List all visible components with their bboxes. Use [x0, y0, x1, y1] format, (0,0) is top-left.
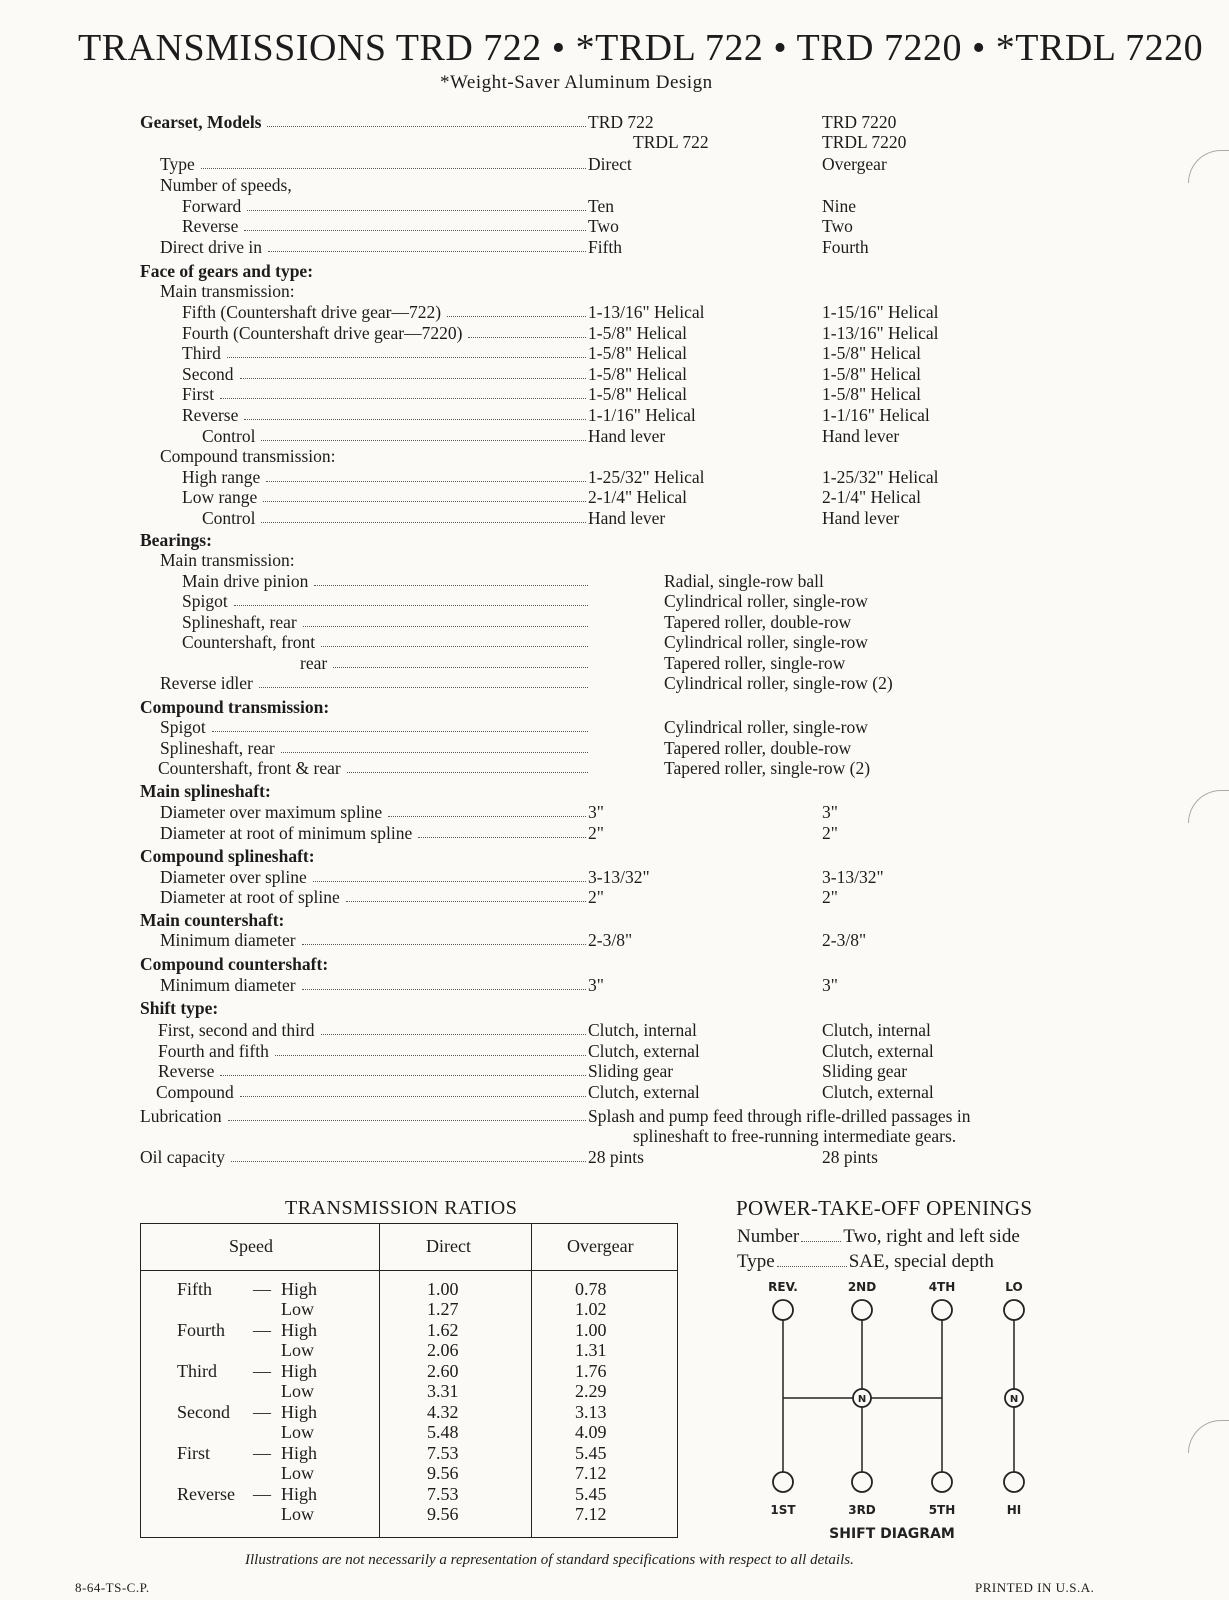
- spec-label: Compound: [156, 1082, 234, 1102]
- ratio-speed: Fifth: [177, 1279, 213, 1299]
- ratio-overgear: 5.45: [575, 1484, 607, 1504]
- shift-position-5th: [932, 1472, 952, 1492]
- leader-dots: [220, 398, 586, 399]
- ratio-overgear: 1.31: [575, 1340, 607, 1360]
- neutral-main-label: N: [857, 1394, 867, 1405]
- spec-value: Cylindrical roller, single-row: [664, 632, 868, 652]
- spec-value: Cylindrical roller, single-row: [664, 717, 868, 737]
- spec-value-col1: 1-5/8" Helical: [588, 384, 687, 404]
- ratio-range: Low: [281, 1504, 314, 1524]
- leader-dots: [234, 605, 588, 606]
- ratio-header-overgear: Overgear: [567, 1236, 634, 1256]
- leader-dots: [418, 837, 586, 838]
- shift-diagram-caption: SHIFT DIAGRAM: [829, 1526, 955, 1540]
- ratio-direct: 7.53: [427, 1484, 459, 1504]
- spec-value-col2: TRDL 7220: [822, 132, 907, 152]
- page-title: TRANSMISSIONS TRD 722 • *TRDL 722 • TRD 7220 • *TRDL 7220: [78, 27, 1204, 69]
- ratio-speed: Fourth: [177, 1320, 226, 1340]
- pto-number-value: Two, right and left side: [843, 1226, 1020, 1247]
- spec-label: Countershaft, front & rear: [158, 758, 341, 778]
- spec-value-col1: Clutch, external: [588, 1041, 700, 1061]
- ratio-dash: —: [253, 1320, 271, 1340]
- spec-label: Reverse: [182, 216, 239, 236]
- ratio-direct: 1.00: [427, 1279, 459, 1299]
- ratio-overgear: 5.45: [575, 1443, 607, 1463]
- spec-value: Cylindrical roller, single-row (2): [664, 673, 893, 693]
- leader-dots: [220, 1075, 586, 1076]
- shift-diagram: [740, 1270, 1040, 1540]
- leader-dots: [321, 1034, 586, 1035]
- spec-value-col1: splineshaft to free-running intermediate gears.: [633, 1126, 957, 1146]
- spec-label: Gearset, Models: [140, 112, 262, 132]
- leader-dots: [263, 501, 586, 502]
- spec-value-col1: Fifth: [588, 237, 623, 257]
- spec-label: rear: [300, 653, 328, 673]
- ratio-direct: 9.56: [427, 1463, 459, 1483]
- ratio-header-speed: Speed: [229, 1236, 273, 1256]
- spec-value-col2: 3-13/32": [822, 867, 884, 887]
- shift-position-2nd: [852, 1300, 872, 1320]
- ratio-range: Low: [281, 1340, 314, 1360]
- leader-dots: [314, 585, 588, 586]
- spec-label: Countershaft, front: [182, 632, 316, 652]
- ratio-header-direct: Direct: [426, 1236, 471, 1256]
- ratio-overgear: 1.76: [575, 1361, 607, 1381]
- spec-label: Reverse: [158, 1061, 215, 1081]
- spec-value-col2: 28 pints: [822, 1147, 878, 1167]
- printed-in: PRINTED IN U.S.A.: [975, 1580, 1095, 1595]
- shift-label-2nd: 2ND: [847, 1280, 877, 1294]
- spec-label: Fourth and fifth: [158, 1041, 269, 1061]
- punch-hole: [1188, 150, 1229, 183]
- spec-value-col2: Two: [822, 216, 853, 236]
- shift-position-lo: [1004, 1300, 1024, 1320]
- shift-position-4th: [932, 1300, 952, 1320]
- spec-label: Main drive pinion: [182, 571, 309, 591]
- leader-dots: [302, 989, 586, 990]
- spec-value-col1: TRDL 722: [633, 132, 709, 152]
- spec-value-col2: Clutch, internal: [822, 1020, 931, 1040]
- spec-label: Minimum diameter: [160, 975, 296, 995]
- spec-value-col2: Hand lever: [822, 426, 900, 446]
- spec-value: Tapered roller, single-row (2): [664, 758, 871, 778]
- spec-value-col1: 1-1/16" Helical: [588, 405, 696, 425]
- spec-label: Main transmission:: [160, 550, 295, 570]
- spec-label: Compound countershaft:: [140, 954, 329, 974]
- ratio-overgear: 7.12: [575, 1463, 607, 1483]
- spec-value-col2: Clutch, external: [822, 1041, 934, 1061]
- ratio-dash: —: [253, 1443, 271, 1463]
- leader-dots: [261, 440, 586, 441]
- spec-label: Face of gears and type:: [140, 261, 314, 281]
- ratio-speed: Third: [177, 1361, 217, 1381]
- ratio-range: Low: [281, 1422, 314, 1442]
- spec-value-col2: 1-1/16" Helical: [822, 405, 930, 425]
- spec-label: Reverse idler: [160, 673, 253, 693]
- ratio-dash: —: [253, 1402, 271, 1422]
- spec-value-col2: 1-13/16" Helical: [822, 323, 939, 343]
- punch-hole: [1188, 1420, 1229, 1453]
- ratio-range: Low: [281, 1381, 314, 1401]
- spec-label: Diameter at root of minimum spline: [160, 823, 413, 843]
- shift-label-5th: 5TH: [928, 1503, 956, 1517]
- leader-dots: [266, 481, 586, 482]
- spec-label: Direct drive in: [160, 237, 263, 257]
- leader-dots: [321, 646, 588, 647]
- shift-label-1st: 1ST: [770, 1503, 796, 1517]
- spec-label: Control: [202, 426, 256, 446]
- ratio-range: High: [281, 1402, 317, 1422]
- ratio-direct: 2.06: [427, 1340, 459, 1360]
- leader-dots: [275, 1055, 586, 1056]
- ratio-overgear: 7.12: [575, 1504, 607, 1524]
- spec-value-col1: TRD 722: [588, 112, 654, 132]
- ratio-direct: 9.56: [427, 1504, 459, 1524]
- ratio-overgear: 3.13: [575, 1402, 607, 1422]
- spec-value: Tapered roller, single-row: [664, 653, 846, 673]
- shift-label-4th: 4TH: [928, 1280, 956, 1294]
- leader-dots: [244, 230, 586, 231]
- leader-dots: [247, 210, 586, 211]
- spec-value-col1: Hand lever: [588, 426, 666, 446]
- ratio-range: High: [281, 1443, 317, 1463]
- spec-label: First, second and third: [158, 1020, 315, 1040]
- pto-title: POWER-TAKE-OFF OPENINGS: [736, 1196, 1033, 1220]
- ratio-speed: Second: [177, 1402, 230, 1422]
- spec-value-col1: 3": [588, 802, 604, 822]
- spec-label: Fourth (Countershaft drive gear—7220): [182, 323, 463, 343]
- ratio-speed: First: [177, 1443, 211, 1463]
- ratio-direct: 1.27: [427, 1299, 459, 1319]
- spec-value-col2: Overgear: [822, 154, 887, 174]
- ratio-direct: 4.32: [427, 1402, 459, 1422]
- leader-dots: [346, 901, 586, 902]
- spec-label: Spigot: [160, 717, 206, 737]
- spec-label: Minimum diameter: [160, 930, 296, 950]
- spec-label: Shift type:: [140, 998, 219, 1018]
- ratio-overgear: 2.29: [575, 1381, 607, 1401]
- spec-value: Cylindrical roller, single-row: [664, 591, 868, 611]
- spec-label: Second: [182, 364, 234, 384]
- pto-number-label: Number: [737, 1226, 800, 1247]
- spec-value-col1: 1-13/16" Helical: [588, 302, 705, 322]
- leader-dots: [468, 337, 586, 338]
- leader-dots: [244, 419, 586, 420]
- ratio-direct: 2.60: [427, 1361, 459, 1381]
- spec-value-col1: 2-1/4" Helical: [588, 487, 687, 507]
- spec-label: Lubrication: [140, 1106, 222, 1126]
- shift-position-hi: [1004, 1472, 1024, 1492]
- spec-value-col1: Ten: [588, 196, 614, 216]
- leader-dots: [261, 522, 586, 523]
- spec-value-col1: Two: [588, 216, 619, 236]
- spec-value-col1: 1-5/8" Helical: [588, 323, 687, 343]
- ratio-range: High: [281, 1279, 317, 1299]
- ratio-dash: —: [253, 1279, 271, 1299]
- ratio-dash: —: [253, 1484, 271, 1504]
- ratio-table: [140, 1223, 678, 1538]
- shift-label-hi: HI: [1006, 1503, 1022, 1517]
- pto-number-row: [737, 1226, 1020, 1248]
- spec-value-col2: 1-25/32" Helical: [822, 467, 939, 487]
- leader-dots: [259, 687, 588, 688]
- spec-value-col1: Sliding gear: [588, 1061, 674, 1081]
- spec-label: Splineshaft, rear: [160, 738, 275, 758]
- ratio-overgear: 1.00: [575, 1320, 607, 1340]
- ratio-range: High: [281, 1484, 317, 1504]
- spec-value-col2: 3": [822, 975, 838, 995]
- ratio-overgear: 1.02: [575, 1299, 607, 1319]
- footer-note: Illustrations are not necessarily a representation of standard specifications with respect to all details.: [245, 1552, 854, 1568]
- spec-value-col2: TRD 7220: [822, 112, 897, 132]
- leader-dots: [240, 1096, 586, 1097]
- spec-value-col1: 2-3/8": [588, 930, 633, 950]
- spec-value-col2: 2": [822, 823, 838, 843]
- leader-dots: [228, 1120, 586, 1121]
- leader-dots: [333, 667, 588, 668]
- spec-label: Compound splineshaft:: [140, 846, 315, 866]
- spec-value-col1: Splash and pump feed through rifle-drilled passages in: [588, 1106, 971, 1126]
- spec-label: Splineshaft, rear: [182, 612, 297, 632]
- shift-position-3rd: [852, 1472, 872, 1492]
- spec-value: Radial, single-row ball: [664, 571, 824, 591]
- leader-dots: [388, 816, 586, 817]
- ratio-range: High: [281, 1361, 317, 1381]
- spec-label: Control: [202, 508, 256, 528]
- shift-position-rev: [773, 1300, 793, 1320]
- ratio-overgear: 4.09: [575, 1422, 607, 1442]
- pto-type-label: Type: [737, 1251, 775, 1272]
- ratio-direct: 3.31: [427, 1381, 459, 1401]
- spec-label: Oil capacity: [140, 1147, 226, 1167]
- spec-value-col2: 1-5/8" Helical: [822, 364, 921, 384]
- spec-value-col1: Clutch, internal: [588, 1020, 697, 1040]
- spec-value-col2: Sliding gear: [822, 1061, 908, 1081]
- spec-label: Fifth (Countershaft drive gear—722): [182, 302, 442, 322]
- leader-dots: [268, 251, 586, 252]
- ratio-overgear: 0.78: [575, 1279, 607, 1299]
- leader-dots: [347, 772, 588, 773]
- spec-label: Reverse: [182, 405, 239, 425]
- spec-label: Number of speeds,: [160, 175, 292, 195]
- leader-dots: [267, 126, 586, 127]
- ratio-range: Low: [281, 1463, 314, 1483]
- shift-label-3rd: 3RD: [848, 1503, 876, 1517]
- spec-label: Spigot: [182, 591, 228, 611]
- ratio-table-title: TRANSMISSION RATIOS: [285, 1197, 518, 1219]
- shift-label-lo: LO: [1005, 1280, 1023, 1294]
- spec-label: Main splineshaft:: [140, 781, 271, 801]
- spec-label: Diameter over spline: [160, 867, 307, 887]
- spec-value-col2: 3": [822, 802, 838, 822]
- spec-value-col1: 3-13/32": [588, 867, 650, 887]
- ratio-dash: —: [253, 1361, 271, 1381]
- leader-dots: [212, 731, 588, 732]
- pto-type-value: SAE, special depth: [848, 1251, 994, 1272]
- spec-label: Type: [160, 154, 195, 174]
- spec-value-col1: 1-5/8" Helical: [588, 343, 687, 363]
- ratio-direct: 1.62: [427, 1320, 459, 1340]
- spec-value-col2: 2-1/4" Helical: [822, 487, 921, 507]
- spec-label: Diameter over maximum spline: [160, 802, 383, 822]
- leader-dots: [240, 378, 586, 379]
- shift-label-rev: REV.: [768, 1280, 798, 1294]
- spec-value-col1: Clutch, external: [588, 1082, 700, 1102]
- leader-dots: [302, 944, 586, 945]
- ratio-speed: Reverse: [177, 1484, 235, 1504]
- spec-label: First: [182, 384, 215, 404]
- spec-value-col1: 2": [588, 823, 604, 843]
- spec-label: Compound transmission:: [160, 446, 336, 466]
- leader-dots: [281, 752, 588, 753]
- spec-value-col1: Hand lever: [588, 508, 666, 528]
- spec-value-col1: 1-5/8" Helical: [588, 364, 687, 384]
- leader-dots: [231, 1161, 586, 1162]
- spec-value-col2: 1-5/8" Helical: [822, 384, 921, 404]
- spec-value: Tapered roller, double-row: [664, 612, 852, 632]
- leader-dots: [303, 626, 588, 627]
- spec-value-col2: Hand lever: [822, 508, 900, 528]
- spec-value-col2: Fourth: [822, 237, 869, 257]
- form-code: 8-64-TS-C.P.: [75, 1580, 150, 1595]
- ratio-range: Low: [281, 1299, 314, 1319]
- page-subtitle: *Weight-Saver Aluminum Design: [440, 72, 713, 93]
- spec-label: High range: [182, 467, 261, 487]
- spec-value-col2: 1-15/16" Helical: [822, 302, 939, 322]
- neutral-range-label: N: [1009, 1394, 1019, 1405]
- ratio-direct: 7.53: [427, 1443, 459, 1463]
- spec-value-col1: Direct: [588, 154, 632, 174]
- ratio-direct: 5.48: [427, 1422, 459, 1442]
- ratio-range: High: [281, 1320, 317, 1340]
- spec-value-col2: Clutch, external: [822, 1082, 934, 1102]
- spec-value-col2: 2-3/8": [822, 930, 867, 950]
- spec-value: Tapered roller, double-row: [664, 738, 852, 758]
- spec-value-col1: 1-25/32" Helical: [588, 467, 705, 487]
- spec-value-col1: 3": [588, 975, 604, 995]
- leader-dots: [447, 316, 586, 317]
- spec-label: Low range: [182, 487, 258, 507]
- leader-dots: [227, 357, 586, 358]
- leader-dots: [313, 881, 586, 882]
- spec-label: Third: [182, 343, 221, 363]
- spec-value-col1: 2": [588, 887, 604, 907]
- spec-value-col2: Nine: [822, 196, 857, 216]
- spec-label: Main countershaft:: [140, 910, 285, 930]
- spec-value-col2: 1-5/8" Helical: [822, 343, 921, 363]
- spec-label: Compound transmission:: [140, 697, 330, 717]
- punch-hole: [1188, 790, 1229, 823]
- spec-label: Main transmission:: [160, 281, 295, 301]
- spec-label: Forward: [182, 196, 242, 216]
- spec-value-col1: 28 pints: [588, 1147, 644, 1167]
- spec-value-col2: 2": [822, 887, 838, 907]
- spec-label: Diameter at root of spline: [160, 887, 340, 907]
- spec-label: Bearings:: [140, 530, 212, 550]
- leader-dots: [201, 168, 586, 169]
- shift-position-1st: [773, 1472, 793, 1492]
